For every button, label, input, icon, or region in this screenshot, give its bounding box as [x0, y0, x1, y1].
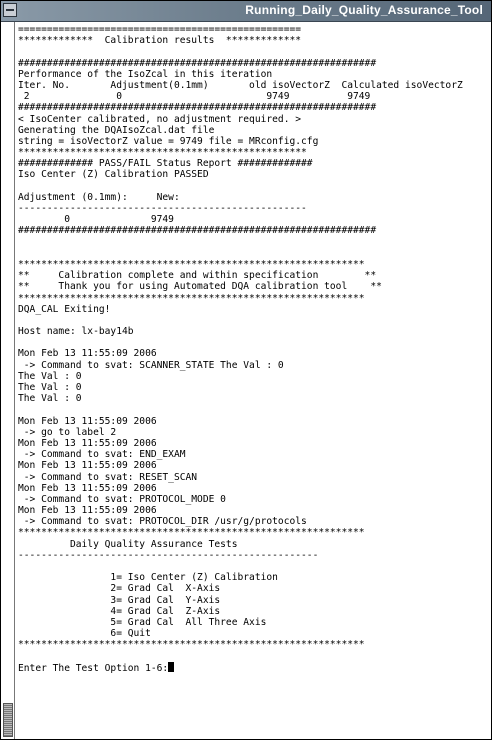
terminal-line — [18, 639, 488, 650]
terminal-line — [18, 449, 488, 460]
terminal-line — [18, 169, 488, 180]
terminal-line — [18, 293, 488, 304]
terminal-line — [18, 348, 488, 359]
terminal-line — [18, 550, 488, 561]
line-text: Mon Feb 13 11:55:09 2006 — [18, 437, 157, 449]
terminal-line — [18, 404, 488, 415]
line-text: Host name: lx-bay14b — [18, 326, 134, 338]
terminal-line — [18, 393, 488, 404]
line-text: -> go to label 2 — [18, 426, 117, 438]
terminal-line — [18, 91, 488, 102]
terminal-line — [18, 147, 488, 158]
terminal-line — [18, 494, 488, 505]
line-text: 5= Grad Cal All Three Axis — [18, 616, 267, 628]
line-text: Daily Quality Assurance Tests — [18, 538, 238, 550]
line-text: Iter. No. Adjustment(0.1mm) old isoVectorZ Calculated isoVectorZ — [18, 79, 463, 91]
terminal-line — [18, 35, 488, 46]
line-text: -------------------------------------------------- — [18, 203, 307, 214]
line-text: ** Calibration complete and within specification ** — [18, 270, 377, 282]
terminal-line — [18, 203, 488, 214]
terminal-line — [18, 225, 488, 236]
line-text: ############################################################## — [18, 225, 377, 237]
terminal-line — [18, 360, 488, 371]
input-prompt[interactable] — [18, 662, 488, 673]
line-text: 2= Grad Cal X-Axis — [18, 583, 221, 595]
terminal-line — [18, 237, 488, 248]
terminal-line — [18, 617, 488, 628]
terminal-line — [18, 259, 488, 270]
line-text: -> Command to svat: RESET_SCAN — [18, 471, 198, 483]
vertical-scrollbar[interactable] — [2, 22, 15, 739]
terminal-line — [18, 125, 488, 136]
line-text: 0 9749 — [18, 214, 174, 226]
line-text: Mon Feb 13 11:55:09 2006 — [18, 348, 157, 360]
line-text: The Val : 0 — [18, 382, 82, 393]
terminal-line — [18, 192, 488, 203]
terminal-line — [18, 158, 488, 169]
terminal-line — [18, 114, 488, 125]
line-text: ************* Calibration results ************* — [18, 35, 302, 47]
terminal-line — [18, 539, 488, 550]
terminal-line — [18, 427, 488, 438]
terminal-line — [18, 483, 488, 494]
menu-bar-icon — [6, 9, 14, 11]
line-text: -> Command to svat: PROTOCOL_DIR /usr/g/protocols — [18, 516, 307, 528]
line-text: ############################################################## — [18, 57, 377, 69]
line-text: ************************************************************ — [18, 258, 365, 270]
line-text: Mon Feb 13 11:55:09 2006 — [18, 415, 157, 427]
terminal-line — [18, 46, 488, 57]
terminal-line — [18, 382, 488, 393]
terminal-line — [18, 472, 488, 483]
line-text: -> Command to svat: SCANNER_STATE The Val : 0 — [18, 359, 284, 371]
line-text: Mon Feb 13 11:55:09 2006 — [18, 505, 157, 517]
line-text: The Val : 0 — [18, 370, 82, 382]
terminal-line — [18, 248, 488, 259]
terminal-line — [18, 561, 488, 572]
line-text: ############# PASS/FAIL Status Report ############# — [18, 158, 313, 170]
terminal-line — [18, 214, 488, 225]
terminal-line — [18, 527, 488, 538]
line-text: 6= Quit — [18, 628, 151, 640]
line-text: -> Command to svat: END_EXAM — [18, 449, 186, 461]
terminal-line — [18, 516, 488, 527]
line-text: -> Command to svat: PROTOCOL_MODE 0 — [18, 493, 226, 505]
terminal-line — [18, 181, 488, 192]
terminal-line — [18, 583, 488, 594]
line-text: ************************************************************ — [18, 292, 365, 304]
terminal-line — [18, 136, 488, 147]
terminal-line — [18, 460, 488, 471]
line-text: ************************************************************ — [18, 639, 365, 651]
line-text: 1= Iso Center (Z) Calibration — [18, 572, 278, 584]
line-text: ================================================= — [18, 24, 302, 35]
terminal-line — [18, 24, 488, 35]
line-text: Performance of the IsoZcal in this iteration — [18, 68, 273, 80]
line-text: ---------------------------------------------------- — [18, 549, 319, 561]
window-menu-button[interactable] — [3, 3, 17, 17]
line-text: 2 0 9749 9749 — [18, 91, 371, 103]
line-text: ************************************************************ — [18, 527, 365, 539]
title-bar[interactable] — [1, 1, 491, 22]
terminal-line — [18, 326, 488, 337]
terminal-line — [18, 416, 488, 427]
terminal-line — [18, 80, 488, 91]
terminal-line — [18, 304, 488, 315]
terminal-output[interactable] — [18, 24, 488, 736]
terminal-line — [18, 69, 488, 80]
terminal-line — [18, 628, 488, 639]
terminal-line — [18, 58, 488, 69]
terminal-line — [18, 505, 488, 516]
line-text: Iso Center (Z) Calibration PASSED — [18, 169, 209, 181]
line-text: The Val : 0 — [18, 393, 82, 405]
line-text: Generating the DQAIsoZcal.dat file — [18, 124, 215, 136]
line-text: DQA_CAL Exiting! — [18, 303, 111, 315]
terminal-line — [18, 606, 488, 617]
terminal-line — [18, 337, 488, 348]
line-text: ############################################################## — [18, 102, 377, 114]
prompt-text: Enter The Test Option 1-6: — [18, 662, 169, 674]
line-text: Mon Feb 13 11:55:09 2006 — [18, 460, 157, 472]
line-text: ************************************************** — [18, 147, 307, 159]
terminal-line — [18, 270, 488, 281]
terminal-line — [18, 281, 488, 292]
terminal-line — [18, 651, 488, 662]
line-text: string = isoVectorZ value = 9749 file = MRconfig.cfg — [18, 135, 319, 147]
terminal-line — [18, 102, 488, 113]
line-text: Adjustment (0.1mm): New: — [18, 191, 180, 203]
text-cursor — [168, 662, 174, 672]
terminal-line — [18, 572, 488, 583]
line-text: Mon Feb 13 11:55:09 2006 — [18, 482, 157, 494]
line-text: 3= Grad Cal Y-Axis — [18, 594, 221, 606]
terminal-line — [18, 315, 488, 326]
line-text: < IsoCenter calibrated, no adjustment required. > — [18, 113, 302, 125]
line-text: 4= Grad Cal Z-Axis — [18, 605, 221, 617]
scrollbar-thumb[interactable] — [3, 703, 13, 737]
window-title: Running_Daily_Quality_Assurance_Tool — [245, 3, 483, 17]
terminal-line — [18, 595, 488, 606]
line-text: ** Thank you for using Automated DQA calibration tool ** — [18, 281, 382, 293]
terminal-line — [18, 438, 488, 449]
terminal-line — [18, 371, 488, 382]
